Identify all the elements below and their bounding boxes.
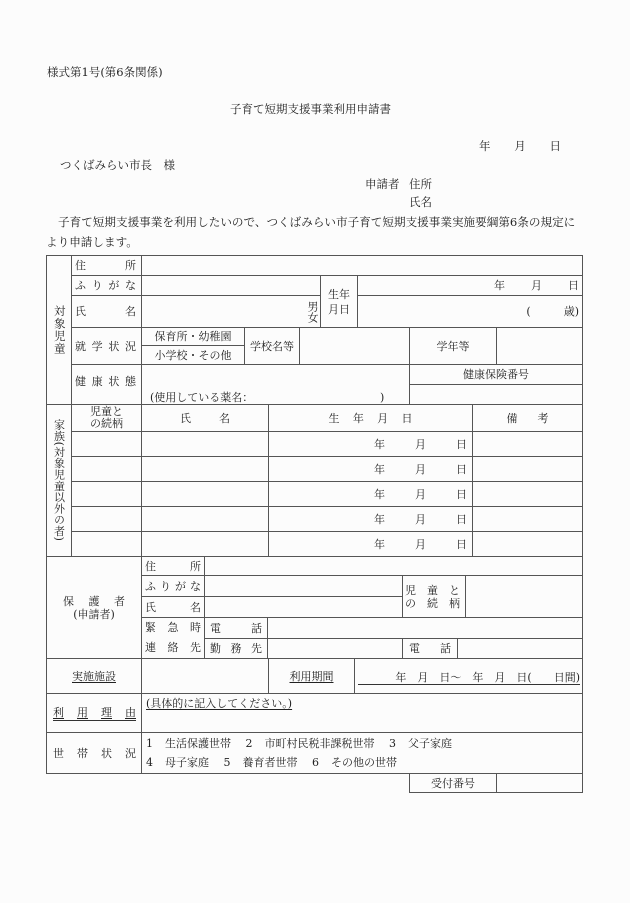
label-char — [429, 488, 440, 501]
label-char: 年 — [479, 139, 491, 153]
label-char: 続 — [427, 596, 438, 610]
family-row-5-birth-date — [374, 538, 467, 551]
family-header-name — [141, 404, 269, 432]
child-section-label: 対象児童 — [52, 305, 67, 355]
label-char: 年 — [374, 487, 385, 501]
label-char: 時 — [190, 621, 201, 634]
household-option-1 — [146, 737, 231, 750]
family-header-birth — [268, 404, 473, 432]
family-header-relation-line-2: の続柄 — [90, 417, 123, 430]
family-row-5-birth — [268, 531, 473, 557]
option-number: 3 — [389, 737, 396, 750]
label-char: 況 — [125, 746, 136, 760]
label-char — [401, 463, 412, 476]
label-char — [388, 488, 399, 501]
emergency-contact-line-1 — [145, 618, 201, 638]
family-header-notes-label — [507, 412, 549, 425]
label-char: 就 — [75, 339, 86, 353]
household-label — [53, 747, 136, 760]
child-name-label — [75, 305, 136, 318]
workplace-phone-label — [409, 642, 451, 655]
application-date — [479, 140, 561, 153]
label-char: 月 — [414, 537, 426, 551]
family-row-5-notes — [472, 531, 583, 557]
label-char: 児 — [405, 583, 416, 597]
family-row-3-birth-date — [374, 488, 467, 501]
grade-label: 学年等 — [436, 339, 470, 353]
label-char: 況 — [124, 339, 136, 353]
option-label: 生活保護世帯 — [165, 737, 231, 750]
family-row-3-relation — [71, 481, 142, 507]
grade-label-cell — [409, 327, 497, 365]
label-char: り — [91, 279, 103, 292]
facility-label-cell — [46, 658, 142, 694]
school-option-nursery: 保育所・幼稚園 — [154, 330, 232, 343]
emergency-phone-label-cell — [204, 617, 268, 639]
label-char: 利 — [53, 705, 64, 719]
emergency-contact-label-cell — [141, 617, 205, 659]
label-char: 絡 — [167, 641, 179, 654]
statement-line-1: 子育て短期支援事業を利用したいので、つくばみらい市子育て短期支援事業実施要綱第6条の規定に — [58, 215, 576, 229]
family-row-4-relation — [71, 506, 142, 532]
child-age-field — [357, 295, 583, 328]
workplace-label-cell — [204, 638, 268, 659]
label-char: 年 — [374, 537, 385, 551]
label-char — [506, 279, 517, 292]
label-char: 話 — [440, 642, 451, 655]
guardian-address-label-cell — [141, 556, 205, 576]
label-char: 柄 — [449, 596, 460, 610]
label-char: 先 — [190, 641, 201, 654]
family-section-label-cell — [46, 404, 72, 557]
family-header-name-label — [180, 412, 230, 425]
child-birth-label: 生年月日 — [328, 287, 350, 316]
label-char: ふ — [75, 279, 86, 292]
label-char: 氏 — [180, 411, 191, 425]
label-char: 電 — [210, 621, 221, 635]
label-char: 先 — [251, 642, 262, 655]
family-row-1-birth-date — [374, 438, 467, 451]
child-birth-date — [494, 279, 579, 292]
family-row-4-birth-date — [374, 513, 467, 526]
family-section-label: 家族(対象児童以外の者) — [52, 419, 66, 542]
label-char: 理 — [101, 705, 112, 719]
option-label: 母子家庭 — [165, 756, 209, 769]
label-char: 名 — [190, 600, 201, 614]
child-address-label — [75, 259, 136, 272]
guardian-furigana-label-cell — [141, 575, 205, 597]
label-char: 態 — [124, 375, 136, 388]
family-header-relation-line-1: 児童と — [90, 405, 123, 418]
reason-label-cell — [46, 693, 142, 733]
label-char: と — [449, 583, 460, 597]
label-char — [543, 279, 554, 292]
guardian-relation-field — [465, 575, 583, 618]
label-char: 護 — [88, 594, 100, 608]
option-number: 4 — [146, 756, 153, 769]
label-char: 所 — [125, 259, 136, 272]
label-char: 電 — [409, 642, 420, 655]
label-char: 日 — [567, 279, 579, 292]
period-label: 利用期間 — [289, 669, 334, 683]
guardian-address-label — [145, 560, 201, 573]
label-char: 年 — [494, 279, 505, 292]
child-school-status-label — [75, 340, 136, 353]
label-char: 日 — [401, 411, 413, 425]
child-section-label-cell — [46, 255, 72, 405]
family-header-notes — [472, 404, 583, 432]
family-row-1-notes — [472, 431, 583, 457]
label-char: ふ — [145, 579, 156, 593]
label-char: な — [190, 579, 201, 593]
school-name-field — [299, 327, 410, 365]
receipt-number-field — [496, 773, 583, 793]
guardian-name-label-cell — [141, 596, 205, 618]
guardian-section-sublabel: (申請者) — [73, 607, 115, 621]
label-char: 者 — [114, 594, 125, 608]
guardian-name-label — [145, 601, 201, 614]
school-option-nursery-cell — [141, 327, 245, 346]
label-char — [491, 140, 503, 153]
family-row-4-name — [141, 506, 269, 532]
label-char: 康 — [91, 375, 103, 388]
household-option-3 — [389, 737, 452, 750]
option-number: 2 — [245, 737, 253, 750]
label-char: 学 — [91, 339, 103, 353]
reason-note: (具体的に記入してください。) — [146, 697, 293, 710]
option-label: 市町村民税非課税世帯 — [264, 737, 375, 750]
label-char — [503, 140, 515, 153]
label-char — [401, 538, 412, 551]
label-char: 氏 — [145, 600, 156, 614]
household-option-2 — [246, 737, 375, 750]
label-char — [388, 463, 399, 476]
label-char: 住 — [145, 559, 156, 573]
label-char: 日 — [455, 437, 467, 451]
label-char — [538, 140, 550, 153]
school-name-label-cell — [244, 327, 300, 365]
child-age: ( 歳) — [526, 305, 579, 318]
label-char: 月 — [414, 437, 426, 451]
grade-field — [496, 327, 583, 365]
household-options-line-2 — [142, 753, 463, 772]
family-row-2-notes — [472, 456, 583, 482]
label-char — [442, 463, 453, 476]
label-char: 保 — [63, 594, 74, 608]
label-char: 帯 — [77, 746, 88, 760]
option-number: 1 — [146, 737, 153, 750]
statement-line-2: より申請します。 — [46, 235, 138, 249]
label-char: の — [405, 596, 416, 610]
insurance-label-cell — [409, 364, 583, 385]
label-char — [526, 140, 538, 153]
family-row-2-birth-date — [374, 463, 467, 476]
emergency-contact-line-2 — [145, 638, 201, 658]
family-row-4-birth — [268, 506, 473, 532]
label-char: 日 — [455, 462, 467, 476]
label-char — [388, 438, 399, 451]
label-char — [429, 513, 440, 526]
household-option-4 — [146, 756, 209, 769]
label-char: が — [108, 279, 120, 292]
label-char: 日 — [549, 139, 561, 153]
label-char: 氏 — [75, 305, 86, 318]
guardian-furigana-field — [204, 575, 403, 597]
family-row-2-name — [141, 456, 269, 482]
label-char: 月 — [414, 462, 426, 476]
child-birth-label-cell — [320, 275, 358, 328]
label-char — [442, 488, 453, 501]
label-char — [388, 513, 399, 526]
label-char: 所 — [190, 559, 201, 573]
applicant-label: 申請者 — [365, 177, 400, 191]
emergency-phone-field — [267, 617, 583, 639]
label-char: 状 — [108, 339, 120, 353]
child-health-field — [141, 364, 410, 405]
label-char: 急 — [167, 621, 179, 634]
label-char: 話 — [251, 621, 262, 635]
label-char — [442, 438, 453, 451]
label-char: 日 — [455, 537, 467, 551]
label-char: が — [175, 579, 186, 593]
family-row-3-notes — [472, 481, 583, 507]
label-char: 状 — [101, 746, 112, 760]
label-char: 連 — [145, 641, 156, 654]
child-health-label — [75, 375, 136, 388]
household-option-5 — [224, 756, 298, 769]
label-char: な — [124, 279, 136, 292]
reason-label — [53, 706, 136, 721]
family-row-1-relation — [71, 431, 142, 457]
guardian-relation-line-1 — [405, 584, 460, 597]
form-title: 子育て短期支援事業利用申請書 — [230, 102, 391, 116]
label-char: 務 — [230, 642, 242, 655]
guardian-address-field — [204, 556, 583, 576]
option-label: 養育者世帯 — [242, 756, 298, 769]
guardian-relation-line-2 — [405, 597, 460, 610]
label-char: 年 — [374, 462, 385, 476]
label-char: 月 — [377, 411, 389, 425]
label-char: 月 — [514, 139, 526, 153]
label-char: 世 — [53, 746, 64, 760]
label-char: 童 — [427, 583, 438, 597]
label-char: 生 — [328, 411, 340, 425]
applicant-address-label: 住所 — [409, 177, 432, 191]
period-label-cell — [268, 658, 355, 694]
family-header-relation — [71, 404, 142, 432]
label-char — [442, 538, 453, 551]
receipt-label-cell — [409, 773, 497, 793]
household-options — [142, 734, 463, 772]
option-number: 5 — [223, 756, 231, 769]
label-char — [401, 438, 412, 451]
child-furigana-label-cell — [71, 275, 142, 296]
child-school-status-label-cell — [71, 327, 142, 365]
school-name-label: 学校名等 — [250, 339, 294, 353]
label-char: 考 — [537, 411, 549, 425]
label-char: 月 — [414, 487, 426, 501]
label-char — [388, 538, 399, 551]
workplace-phone-label-cell — [402, 638, 458, 659]
emergency-phone-label — [210, 622, 262, 635]
family-row-1-name — [141, 431, 269, 457]
label-char: 月 — [414, 512, 426, 526]
family-row-3-birth — [268, 481, 473, 507]
period-field — [354, 658, 583, 694]
family-header-birth-label — [329, 412, 413, 425]
family-row-5-relation — [71, 531, 142, 557]
facility-label: 実施施設 — [72, 669, 116, 683]
child-birth-date-field — [357, 275, 583, 296]
school-option-elementary-cell — [141, 345, 245, 365]
addressee: つくばみらい市長 様 — [60, 158, 175, 172]
child-furigana-label — [75, 279, 136, 292]
family-row-5-name — [141, 531, 269, 557]
medicine-prefix: (使用している薬名： — [150, 391, 254, 404]
child-address-field — [141, 255, 583, 276]
school-option-elementary: 小学校・その他 — [154, 348, 232, 362]
label-char: 備 — [506, 411, 518, 425]
label-char: 日 — [455, 512, 467, 526]
child-name-label-cell — [71, 295, 142, 328]
workplace-field — [267, 638, 403, 659]
family-row-2-birth — [268, 456, 473, 482]
family-row-1-birth — [268, 431, 473, 457]
label-char: 日 — [455, 487, 467, 501]
label-char: 緊 — [145, 621, 156, 634]
receipt-label: 受付番号 — [431, 776, 475, 790]
label-char: 用 — [77, 705, 88, 719]
label-char — [401, 513, 412, 526]
label-char: 年 — [352, 411, 364, 425]
reason-field — [141, 693, 583, 733]
period-value: 年 月 日～ 年 月 日( 日間) — [358, 668, 580, 685]
option-label: その他の世帯 — [331, 756, 397, 769]
option-number: 6 — [312, 756, 319, 769]
applicant-name-label: 氏名 — [409, 195, 432, 209]
form-number: 様式第1号(第6条関係) — [47, 65, 163, 79]
household-options-cell — [141, 732, 583, 774]
facility-field — [141, 658, 269, 694]
medicine-suffix: ) — [380, 391, 385, 404]
label-char — [556, 279, 567, 292]
family-row-3-name — [141, 481, 269, 507]
label-char: 由 — [125, 705, 136, 719]
label-char: 状 — [108, 375, 120, 388]
household-option-6 — [312, 756, 397, 769]
label-char — [442, 513, 453, 526]
household-options-line-1 — [142, 734, 463, 753]
insurance-number-field — [409, 384, 583, 405]
workplace-label — [210, 642, 262, 655]
label-char — [429, 538, 440, 551]
family-row-2-relation — [71, 456, 142, 482]
label-char — [519, 279, 530, 292]
child-sex-label: 男女 — [306, 300, 319, 323]
label-char: 月 — [530, 279, 542, 292]
label-char — [401, 488, 412, 501]
label-char: 勤 — [210, 642, 221, 655]
label-char: 名 — [219, 411, 230, 425]
child-address-label-cell — [71, 255, 142, 276]
workplace-phone-field — [457, 638, 583, 659]
guardian-section-label-cell — [46, 556, 142, 659]
child-furigana-field — [141, 275, 321, 296]
child-name-field — [141, 295, 321, 328]
label-char: り — [160, 579, 171, 593]
label-char: 名 — [125, 305, 136, 318]
child-health-label-cell — [71, 364, 142, 405]
guardian-relation-label-cell — [402, 575, 466, 618]
household-label-cell — [46, 732, 142, 774]
guardian-furigana-label — [145, 580, 201, 593]
label-char: 健 — [75, 375, 86, 388]
label-char — [429, 463, 440, 476]
insurance-label: 健康保険番号 — [463, 368, 529, 381]
option-label: 父子家庭 — [408, 737, 452, 750]
label-char: 年 — [374, 437, 385, 451]
guardian-name-field — [204, 596, 403, 618]
guardian-section-label — [63, 595, 125, 608]
family-row-4-notes — [472, 506, 583, 532]
label-char — [429, 438, 440, 451]
label-char: 年 — [374, 512, 385, 526]
label-char: 住 — [75, 259, 86, 272]
